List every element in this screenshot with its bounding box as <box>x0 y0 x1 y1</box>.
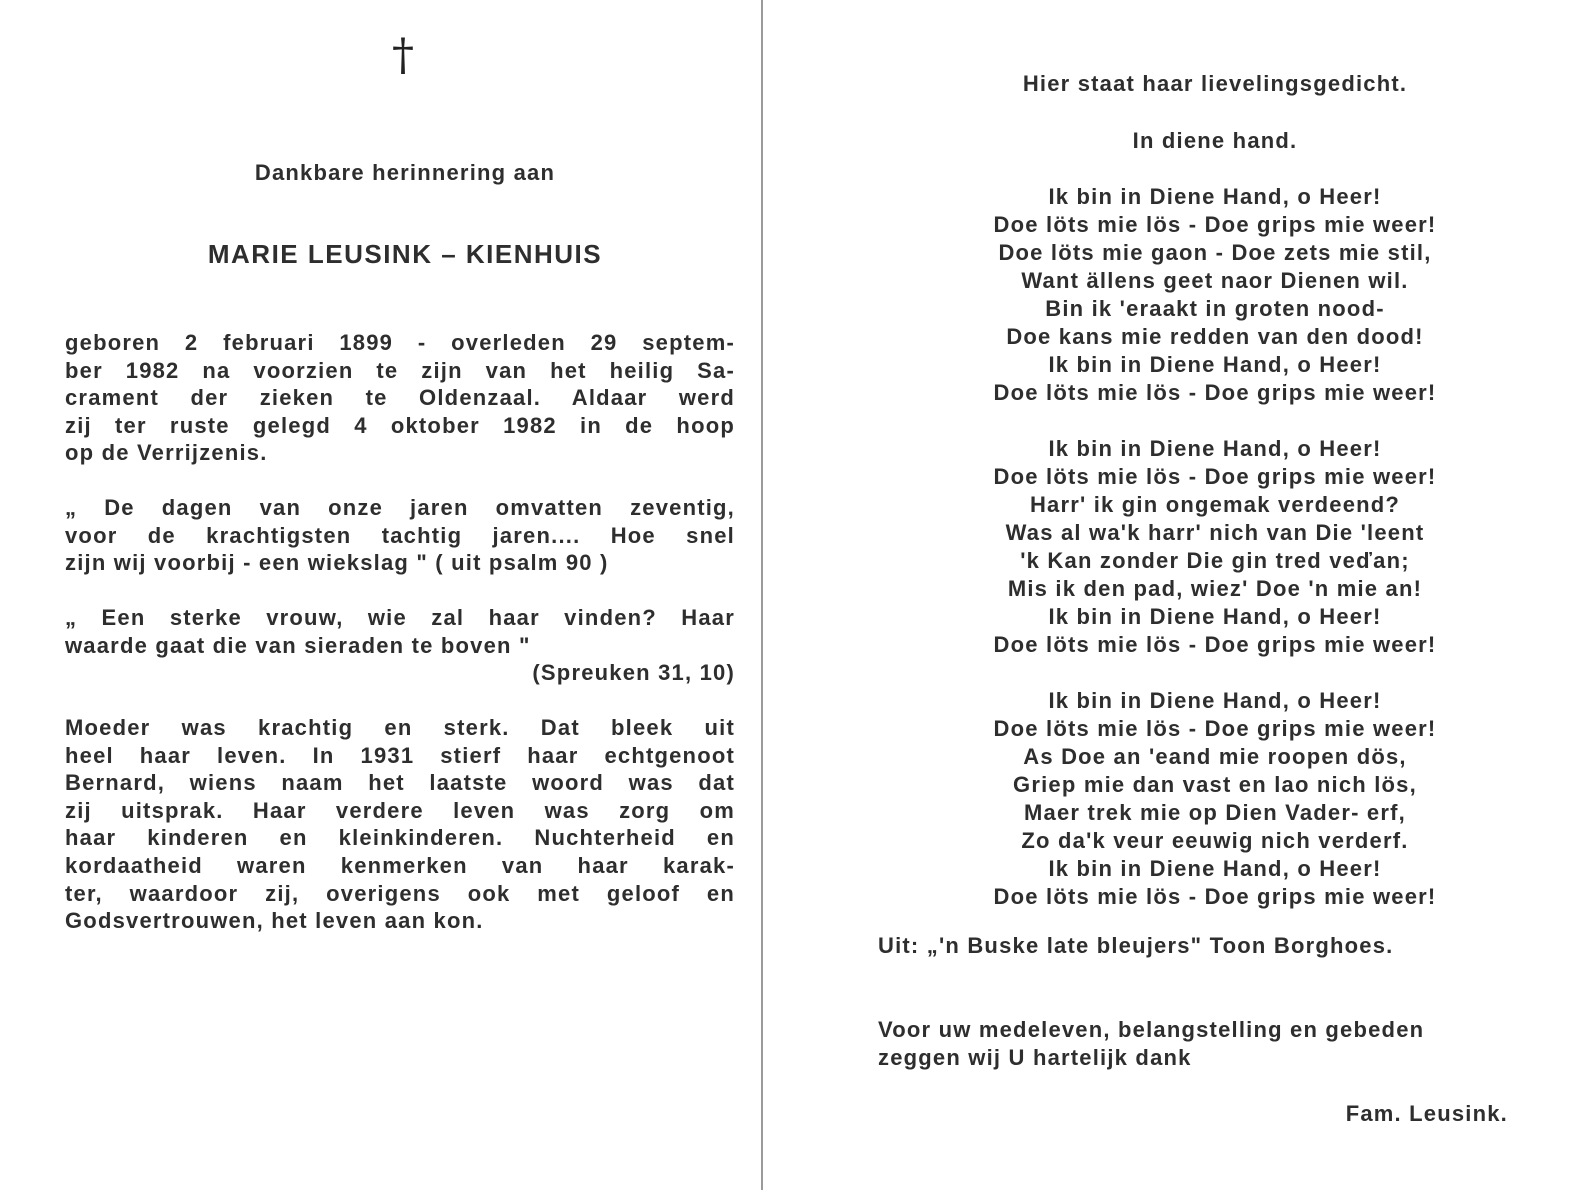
family-signature: Fam. Leusink. <box>1345 1101 1508 1126</box>
text-line: Godsvertrouwen, het leven aan kon. <box>65 908 484 934</box>
poem-line: Doe löts mie gaon - Doe zets mie stil, <box>998 240 1432 265</box>
text-line: geboren 2 februari 1899 - overleden 29 septem- <box>65 330 735 355</box>
thanks-line: zeggen wij U hartelijk dank <box>878 1045 1192 1070</box>
poem <box>930 183 1500 939</box>
intro-text: Dankbare herinnering aan <box>254 160 556 185</box>
proverb-quote <box>65 604 735 659</box>
poem-line: Ik bin in Diene Hand, o Heer! <box>1048 352 1382 377</box>
thanks-line: Voor uw medeleven, belangstelling en gebeden <box>878 1017 1425 1042</box>
text-line: zij ter ruste gelegd 4 oktober 1982 in de hoop <box>65 412 735 438</box>
poem-line: Doe löts mie lös - Doe grips mie weer! <box>993 212 1437 237</box>
cross-icon: † <box>392 30 414 81</box>
poem-stanza <box>930 435 1500 659</box>
poem-line: Ik bin in Diene Hand, o Heer! <box>1048 604 1382 629</box>
poem-line: Zo da'k veur eeuwig nich verderf. <box>1021 828 1409 853</box>
text-line: Moeder was krachtig en sterk. Dat bleek uit <box>65 715 735 740</box>
text-line: zij uitsprak. Haar verdere leven was zorg om <box>65 797 735 823</box>
text-line: heel haar leven. In 1931 stierf haar echtgenoot <box>65 742 735 768</box>
poem-line: Ik bin in Diene Hand, o Heer! <box>1048 856 1382 881</box>
text-line: zijn wij voorbij - een wiekslag " ( uit psalm 90 ) <box>65 550 609 576</box>
tribute-paragraph <box>65 714 735 935</box>
page-fold-divider <box>761 0 763 1190</box>
poem-line: 'k Kan zonder Die gin tred veďan; <box>1020 548 1410 573</box>
poem-line: Bin ik 'eraakt in groten nood- <box>1045 296 1385 321</box>
text-line: Bernard, wiens naam het laatste woord was dat <box>65 770 735 796</box>
text-line: crament der zieken te Oldenzaal. Aldaar werd <box>65 385 735 411</box>
poem-line: Doe löts mie lös - Doe grips mie weer! <box>993 380 1437 405</box>
poem-line: Harr' ik gin ongemak verdeend? <box>1029 492 1401 517</box>
poem-source: Uit: „'n Buske late bleujers" Toon Borghoes. <box>878 933 1394 958</box>
poem-line: Ik bin in Diene Hand, o Heer! <box>1048 184 1382 209</box>
poem-line: Ik bin in Diene Hand, o Heer! <box>1048 436 1382 461</box>
poem-line: Doe kans mie redden van den dood! <box>1006 324 1424 349</box>
text-line: voor de krachtigsten tachtig jaren.... Hoe snel <box>65 522 735 548</box>
text-line: op de Verrijzenis. <box>65 440 268 466</box>
deceased-name: MARIE LEUSINK – KIENHUIS <box>207 239 603 269</box>
psalm-quote <box>65 494 735 577</box>
thanks-text <box>878 1016 1424 1072</box>
bio-paragraph <box>65 329 735 467</box>
poem-line: Ik bin in Diene Hand, o Heer! <box>1048 688 1382 713</box>
poem-line: Griep mie dan vast en lao nich lös, <box>1013 772 1417 797</box>
text-line: ter, waardoor zij, overigens ook met geloof en <box>65 880 735 906</box>
poem-stanza <box>930 687 1500 911</box>
poem-title: In diene hand. <box>1132 128 1298 153</box>
text-line: waarde gaat die van sieraden te boven " <box>65 632 531 658</box>
poem-line: Doe löts mie lös - Doe grips mie weer! <box>993 632 1437 657</box>
poem-line: Maer trek mie op Dien Vader- erf, <box>1024 800 1406 825</box>
text-line: ber 1982 na voorzien te zijn van het heilig Sa- <box>65 357 735 383</box>
poem-stanza <box>930 183 1500 407</box>
poem-line: Doe löts mie lös - Doe grips mie weer! <box>993 884 1437 909</box>
poem-line: As Doe an 'eand mie roopen dös, <box>1023 744 1407 769</box>
text-line: kordaatheid waren kenmerken van haar karak- <box>65 852 735 878</box>
poem-line: Doe löts mie lös - Doe grips mie weer! <box>993 464 1437 489</box>
proverb-source: (Spreuken 31, 10) <box>532 660 735 685</box>
poem-line: Mis ik den pad, wiez' Doe 'n mie an! <box>1007 576 1423 601</box>
poem-line: Was al wa'k harr' nich van Die 'leent <box>1005 520 1425 545</box>
text-line: haar kinderen en kleinkinderen. Nuchterheid en <box>65 825 735 851</box>
text-line: „ Een sterke vrouw, wie zal haar vinden? Haar <box>65 605 735 630</box>
text-line: „ De dagen van onze jaren omvatten zeventig, <box>65 495 735 520</box>
poem-line: Doe löts mie lös - Doe grips mie weer! <box>993 716 1437 741</box>
poem-heading: Hier staat haar lievelingsgedicht. <box>1022 71 1408 96</box>
poem-line: Want ällens geet naor Dienen wil. <box>1021 268 1409 293</box>
